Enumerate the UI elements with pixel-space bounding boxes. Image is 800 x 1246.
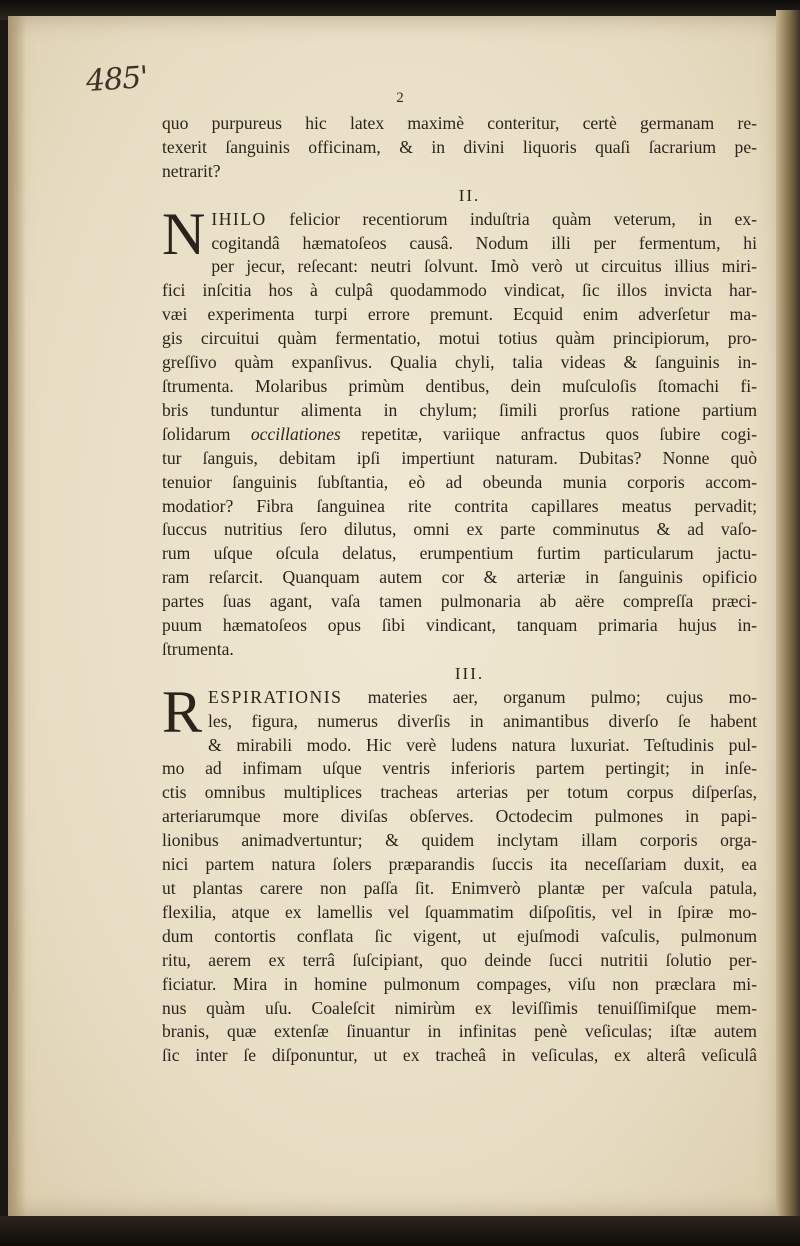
text-line: ſtrumenta. xyxy=(162,638,234,659)
section-3 xyxy=(162,678,757,1069)
text-line: cogitandâ hæmatoſeos causâ. Nodum illi per fermentum, hi xyxy=(211,232,757,253)
text-line: ritu, aerem ex terrâ ſuſcipiant, quo deinde ſucci nutritii ſolutio per- xyxy=(162,949,757,970)
text-line: gis circuitui quàm fermentatio, motui totius quàm principiorum, pro- xyxy=(162,328,757,349)
text-line: arteriarumque more diviſas obſerves. Octodecim pulmones in papi- xyxy=(162,806,757,827)
text-line: puum hæmatoſeos opus ſibi vindicant, tanquam primaria hujus in- xyxy=(162,615,757,636)
page-gutter-shadow xyxy=(8,16,26,1216)
text-line: mo ad infimam uſque ventris inferioris partem pertingit; in inſe- xyxy=(162,758,757,779)
text-line: ſic inter ſe diſponuntur, ut ex tracheâ in veſiculas, ex alterâ veſiculâ xyxy=(162,1045,757,1066)
page-edge xyxy=(776,10,800,1225)
text-line: quo purpureus hic latex maximè conteritur, certè germanam re- xyxy=(162,113,757,133)
text-line: IHILO felicior recentiorum induſtria quàm veterum, in ex- xyxy=(211,208,757,229)
first-word: IHILO xyxy=(211,208,267,229)
text-line: tur ſanguis, debitam ipſi impertiunt naturam. Dubitas? Nonne quò xyxy=(162,447,757,468)
text-line: ut plantas carere non paſſa ſit. Enimverò plantæ per vaſcula patula, xyxy=(162,878,757,898)
text-line: lionibus animadvertuntur; & quidem inclytam illam corporis orga- xyxy=(162,830,757,851)
handwritten-folio-number: 485' xyxy=(84,59,149,100)
binding-bottom xyxy=(0,1216,800,1246)
text-line: ſolidarum occillationes repetitæ, variique anfractus quos ſubire cogi- xyxy=(162,423,757,444)
text-line: nici partem natura ſolers præparandis ſuccis ita neceſſariam duxit, ea xyxy=(162,854,757,875)
drop-cap-n: N xyxy=(162,200,206,267)
text-line: ſuccus nutritius ſero dilutus, omni ex parte comminutus & ad vaſo- xyxy=(162,519,757,540)
section-2 xyxy=(162,200,757,662)
italic-term: occillationes xyxy=(250,423,341,444)
body-text xyxy=(162,112,757,1068)
text-line: les, figura, numerus diverſis in animantibus diverſo ſe habent xyxy=(208,710,757,731)
text-line: dum contortis conflata ſic vigent, ut ejuſmodi vaſculis, pulmonum xyxy=(162,925,757,946)
text-line: rum uſque oſcula delatus, erumpentium furtim particularum jactu- xyxy=(162,543,757,564)
text-line: ram reſarcit. Quanquam autem cor & arteriæ in ſanguinis opificio xyxy=(162,567,757,588)
text-line: ſtrumenta. Molaribus primùm dentibus, dein muſculoſis ſtomachi fi- xyxy=(162,375,757,396)
text-line: greſſivo quàm expanſivus. Qualia chyli, talia videas & ſanguinis in- xyxy=(162,352,757,373)
text-line: modatior? Fibra ſanguinea rite contrita capillares meatus pervadit; xyxy=(162,495,757,516)
text-line: branis, quæ extenſæ ſinuantur in infinitas penè veſiculas; iſtæ autem xyxy=(162,1021,757,1042)
text-line: bris tunduntur alimenta in chylum; ſimili prorſus ratione partium xyxy=(162,399,757,420)
section-heading-2: II. xyxy=(458,185,481,205)
text-line: ESPIRATIONIS materies aer, organum pulmo; cujus mo- xyxy=(208,686,757,707)
text-line: ctis omnibus multiplices tracheas arterias per totum corpus diſperſas, xyxy=(162,782,757,803)
text-line: fici inſcitia hos à culpâ quodammodo vindicat, ſic illos invicta har- xyxy=(162,280,757,301)
text-line: flexilia, atque ex lamellis vel ſquammatim diſpoſitis, vel in ſpiræ mo- xyxy=(162,901,757,922)
text-line: nus quàm uſu. Coaleſcit nimirùm ex leviſſimis tenuiſſimiſque mem- xyxy=(162,997,757,1018)
page-number: 2 xyxy=(396,90,404,106)
first-word: ESPIRATIONIS xyxy=(208,686,343,707)
text-line: & mirabili modo. Hic verè ludens natura luxuriat. Teſtudinis pul- xyxy=(208,734,757,755)
section-heading-3: III. xyxy=(454,663,485,683)
text-line: ficiatur. Mira in homine pulmonum compages, viſu non præclara mi- xyxy=(162,973,757,994)
text-line: netrarit? xyxy=(162,160,221,181)
drop-cap-r: R xyxy=(162,678,203,745)
text-line: væi experimenta turpi errore premunt. Ecquid enim adverſetur ma- xyxy=(162,304,757,325)
text-line: texerit ſanguinis officinam, & in divini liquoris quaſi ſacrarium pe- xyxy=(162,136,757,157)
text-line: partes ſuas agant, vaſa tamen pulmonaria ab aëre compreſſa præci- xyxy=(162,591,757,612)
text-line: per jecur, reſecant: neutri ſolvunt. Imò verò ut circuitus illius miri- xyxy=(211,256,757,277)
text-line: tenuior ſanguinis ſubſtantia, eò ad obeunda munia corporis accom- xyxy=(162,471,757,492)
